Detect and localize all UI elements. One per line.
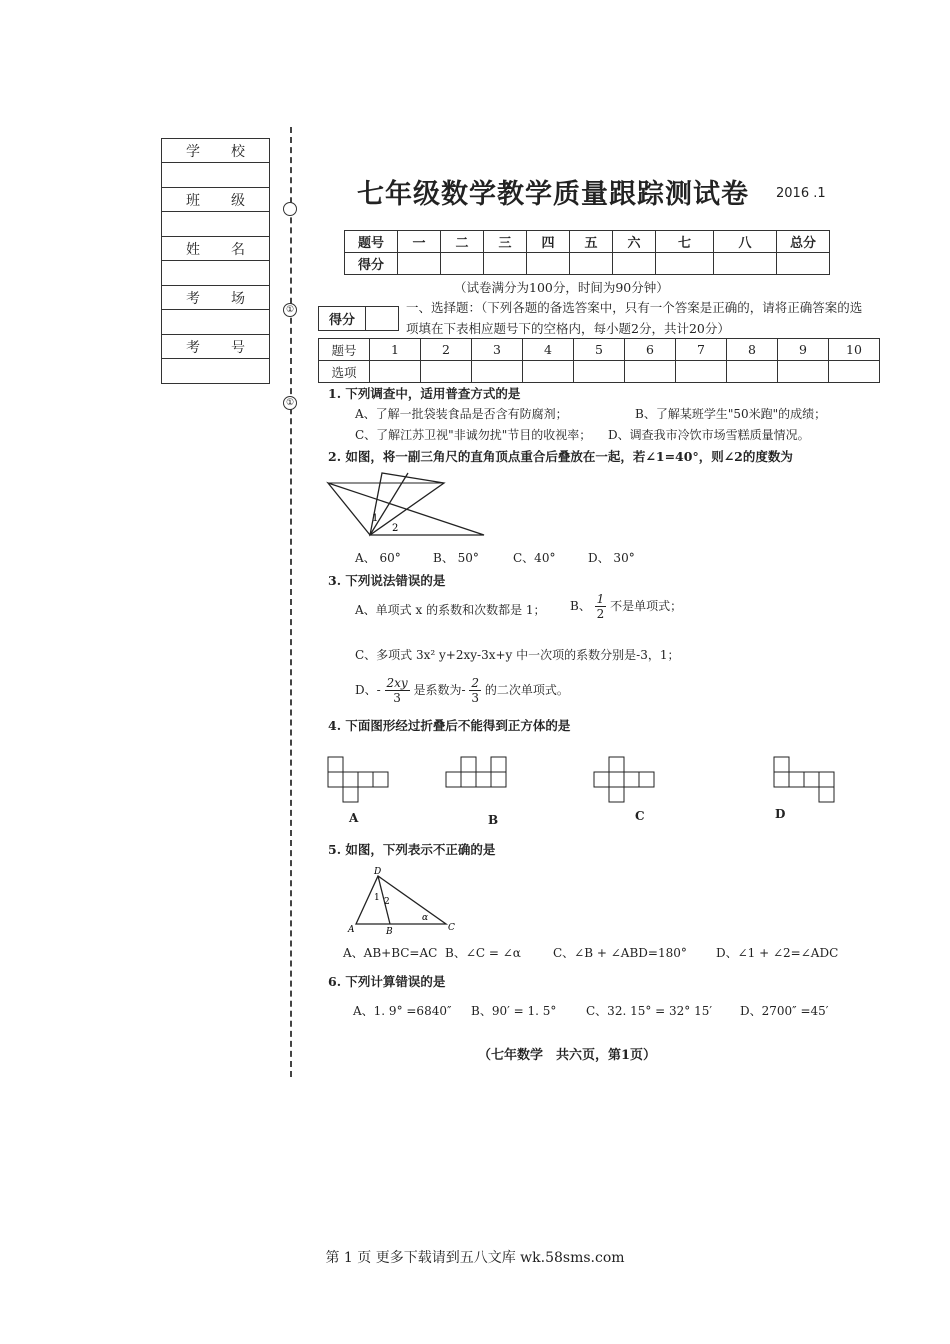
- q3-d-fraction-2: $\frac{2}{3}$: [471, 676, 480, 705]
- q5-label-d: D: [374, 867, 382, 877]
- cube-net-c: [594, 757, 658, 805]
- score-header-cell: 二: [441, 231, 484, 253]
- answer-cell[interactable]: [829, 361, 880, 383]
- question-5-option-d: D、∠1 + ∠2=∠ADC: [716, 946, 839, 960]
- score-cell[interactable]: [484, 253, 527, 275]
- question-1-option-b: B、了解某班学生"50米跑"的成绩；: [635, 407, 827, 421]
- section-instructions: 一、选择题：（下列各题的备选答案中，只有一个答案是正确的，请将正确答案的选项填在下表相应题号下的空格内，每小题2分，共计20分）: [406, 300, 863, 336]
- answer-cell[interactable]: [574, 361, 625, 383]
- score-cell[interactable]: [714, 253, 777, 275]
- score-cell[interactable]: [656, 253, 714, 275]
- answer-number: 9: [778, 339, 829, 361]
- info-class: 班 级: [162, 188, 269, 212]
- answer-cell[interactable]: [523, 361, 574, 383]
- info-name-field[interactable]: [162, 261, 269, 286]
- question-2-option-d: D、 30°: [588, 551, 635, 565]
- score-cell[interactable]: [441, 253, 484, 275]
- info-class-field[interactable]: [162, 212, 269, 237]
- info-school: 学 校: [162, 139, 269, 163]
- question-5-option-a: A、AB+BC=AC: [343, 946, 438, 960]
- score-cell[interactable]: [570, 253, 613, 275]
- answer-number: 7: [676, 339, 727, 361]
- q5-label-alpha: α: [422, 913, 429, 923]
- score-header-cell: 八: [714, 231, 777, 253]
- score-header-cell: 五: [570, 231, 613, 253]
- cube-net-b: [446, 757, 510, 805]
- score-header-cell: 七: [656, 231, 714, 253]
- question-5-option-c: C、∠B + ∠ABD=180°: [553, 946, 687, 960]
- score-cell[interactable]: [777, 253, 830, 275]
- question-2-option-a: A、 60°: [355, 551, 401, 565]
- page-footer: （七年数学 共六页，第1页）: [478, 1048, 657, 1063]
- question-6-stem: 6. 下列计算错误的是: [328, 974, 446, 989]
- question-5-option-b: B、∠C = ∠α: [445, 946, 521, 960]
- question-1-stem: 1. 下列调查中，适用普查方式的是: [328, 386, 521, 401]
- binding-ring-icon: ①: [283, 303, 297, 317]
- info-number-field[interactable]: [162, 359, 269, 383]
- answer-number: 2: [421, 339, 472, 361]
- score-cell[interactable]: [613, 253, 656, 275]
- question-3-stem: 3. 下列说法错误的是: [328, 573, 446, 588]
- question-6-option-c: C、32. 15° = 32° 15′: [586, 1004, 713, 1018]
- question-6-option-b: B、90′ = 1. 5°: [471, 1004, 557, 1018]
- info-name: 姓 名: [162, 237, 269, 261]
- question-5-stem: 5. 如图，下列表示不正确的是: [328, 842, 496, 857]
- question-2-figure: [326, 471, 486, 541]
- info-number: 考 号: [162, 335, 269, 359]
- answer-cell[interactable]: [676, 361, 727, 383]
- answer-table: [318, 338, 880, 383]
- cube-net-a: [328, 757, 392, 805]
- question-5-figure: [346, 867, 456, 937]
- q5-label-2: 2: [384, 897, 390, 907]
- score-header-cell: 一: [398, 231, 441, 253]
- binding-ring-icon: [283, 202, 297, 216]
- question-1-option-c: C、了解江苏卫视"非诚勿扰"节目的收视率；: [355, 428, 592, 442]
- q2-angle-label-2: 2: [392, 523, 399, 534]
- q3-b-fraction: $\frac{1}{2}$: [596, 592, 605, 621]
- answer-number: 10: [829, 339, 880, 361]
- page-title: 七年级数学教学质量跟踪测试卷: [357, 179, 749, 210]
- question-2-option-c: C、40°: [513, 551, 556, 565]
- info-room: 考 场: [162, 286, 269, 310]
- info-room-field[interactable]: [162, 310, 269, 335]
- student-info-table: [161, 138, 270, 384]
- cube-net-d: [774, 757, 838, 805]
- section-score-box: [318, 306, 399, 331]
- download-notice: 第 1 页 更多下载请到五八文库 wk.58sms.com: [325, 1250, 625, 1266]
- answer-number: 3: [472, 339, 523, 361]
- question-2-stem: 2. 如图，将一副三角尺的直角顶点重合后叠放在一起，若∠1=40°，则∠2的度数为: [328, 449, 793, 464]
- cube-net-label-b: B: [488, 813, 499, 827]
- score-header-cell: 题号: [345, 231, 398, 253]
- exam-date: 2016 .1: [776, 186, 826, 201]
- q5-label-1: 1: [374, 893, 380, 903]
- binding-dashed-line: [290, 127, 292, 1077]
- score-row-label: 得分: [345, 253, 398, 275]
- answer-header-label: 题号: [319, 339, 370, 361]
- score-cell[interactable]: [527, 253, 570, 275]
- q5-label-b: B: [386, 927, 393, 937]
- answer-cell[interactable]: [625, 361, 676, 383]
- q3-d-fraction-1: $\frac{2xy}{3}$: [386, 676, 408, 705]
- q5-label-a: A: [348, 925, 355, 935]
- question-2-option-b: B、 50°: [433, 551, 479, 565]
- info-school-field[interactable]: [162, 163, 269, 188]
- answer-cell[interactable]: [421, 361, 472, 383]
- answer-row-label: 选项: [319, 361, 370, 383]
- question-6-option-a: A、1. 9° =6840″: [353, 1004, 452, 1018]
- question-1-option-a: A、了解一批袋装食品是否含有防腐剂；: [355, 407, 568, 421]
- cube-net-label-d: D: [775, 807, 786, 821]
- section-score-cell[interactable]: [366, 307, 399, 331]
- cube-net-label-a: A: [349, 811, 359, 825]
- question-3-option-c: C、多项式 3x² y+2xy-3x+y 中一次项的系数分别是-3，1；: [355, 648, 680, 662]
- score-header-cell: 四: [527, 231, 570, 253]
- question-1-option-d: D、调查我市冷饮市场雪糕质量情况。: [608, 428, 810, 442]
- score-header-cell: 总分: [777, 231, 830, 253]
- answer-number: 8: [727, 339, 778, 361]
- answer-cell[interactable]: [778, 361, 829, 383]
- score-header-cell: 六: [613, 231, 656, 253]
- answer-number: 4: [523, 339, 574, 361]
- question-3-option-b: B、 $\frac{1}{2}$ 不是单项式；: [570, 592, 683, 621]
- binding-ring-icon: ①: [283, 396, 297, 410]
- answer-number: 5: [574, 339, 625, 361]
- question-3-option-d: D、- $\frac{2xy}{3}$ 是系数为- $\frac{2}{3}$ 的二次单项式。: [355, 676, 569, 705]
- answer-number: 6: [625, 339, 676, 361]
- exam-note: （试卷满分为100分，时间为90分钟）: [454, 280, 669, 295]
- answer-number: 1: [370, 339, 421, 361]
- q5-label-c: C: [448, 923, 455, 933]
- cube-net-label-c: C: [635, 809, 645, 823]
- question-3-option-a: A、单项式 x 的系数和次数都是 1；: [355, 603, 546, 617]
- score-table: [344, 230, 830, 275]
- score-cell[interactable]: [398, 253, 441, 275]
- question-6-option-d: D、2700″ =45′: [740, 1004, 829, 1018]
- score-header-cell: 三: [484, 231, 527, 253]
- answer-cell[interactable]: [472, 361, 523, 383]
- answer-cell[interactable]: [727, 361, 778, 383]
- question-4-stem: 4. 下面图形经过折叠后不能得到正方体的是: [328, 718, 571, 733]
- section-score-label: 得分: [319, 307, 366, 331]
- answer-cell[interactable]: [370, 361, 421, 383]
- q2-angle-label-1: 1: [372, 513, 379, 524]
